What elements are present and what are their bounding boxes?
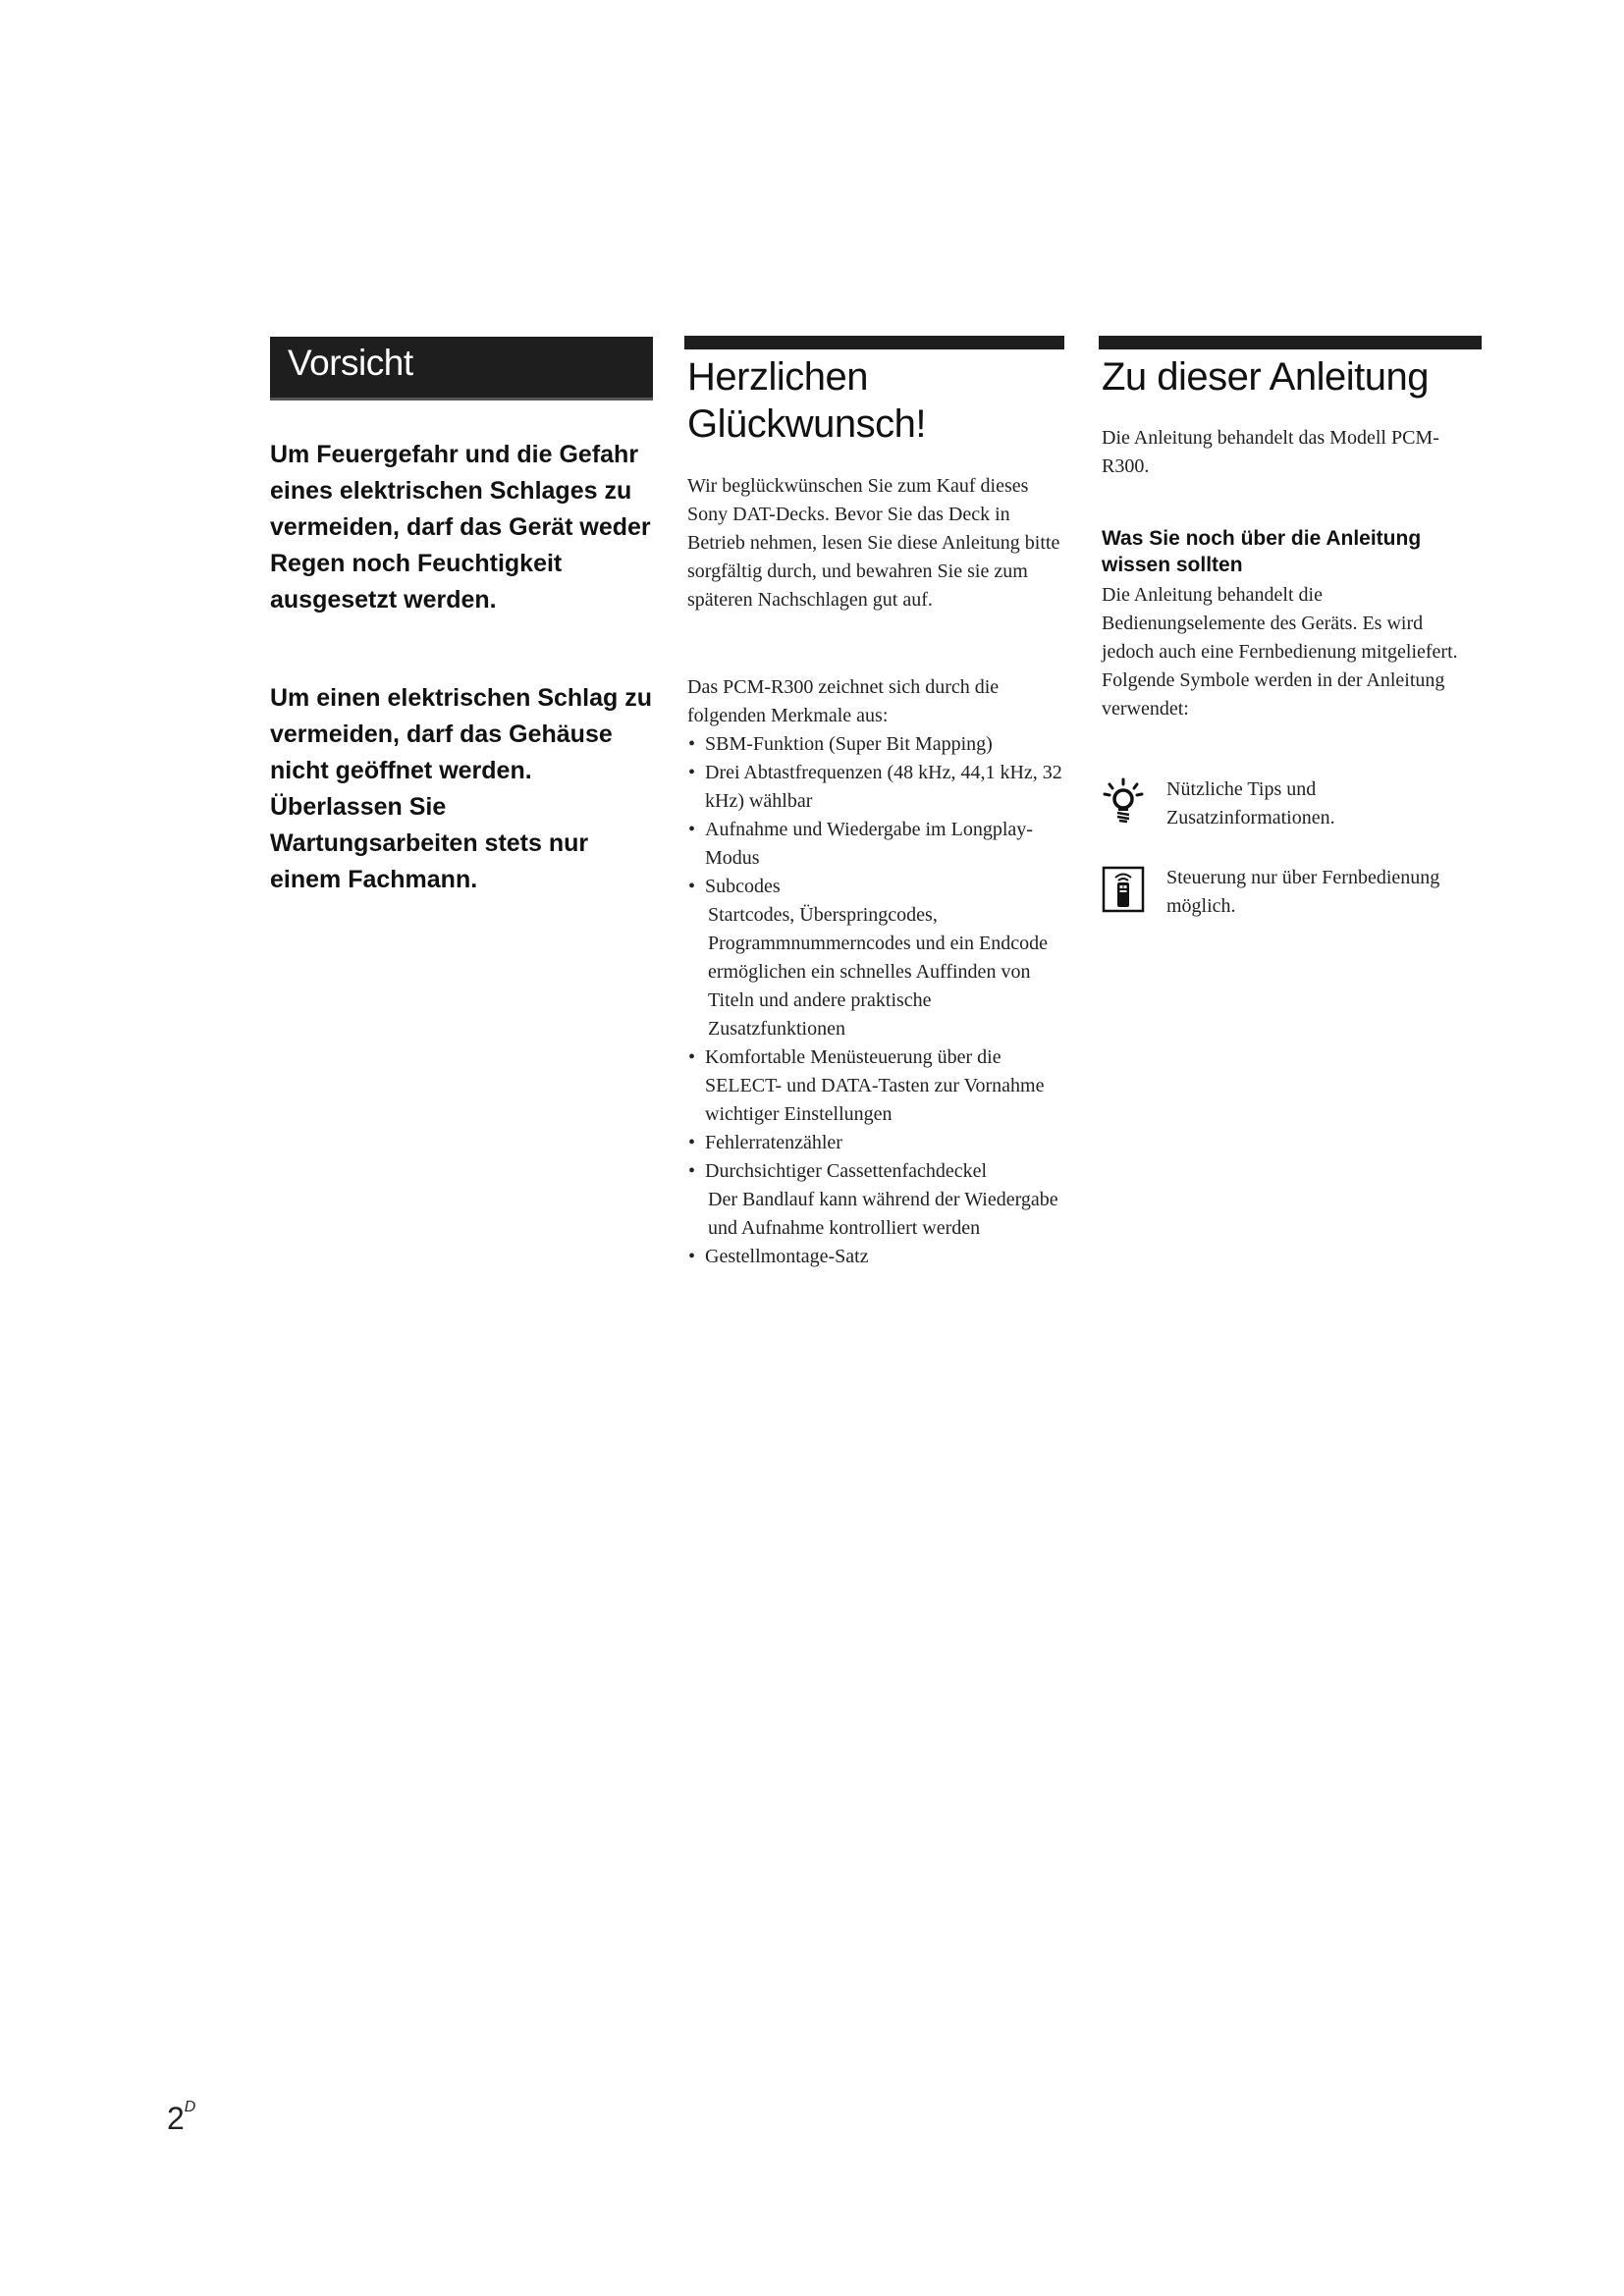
- page-number: [167, 2101, 195, 2137]
- bullet: •: [688, 876, 696, 897]
- feature-text: Durchsichtiger Cassettenfachdeckel: [705, 1160, 988, 1182]
- feature-text: SBM-Funktion (Super Bit Mapping): [705, 733, 993, 755]
- feature-text: Drei Abtastfrequenzen (48 kHz, 44,1 kHz, 32 kHz) wählbar: [705, 762, 1062, 812]
- list-item: [687, 1129, 1065, 1157]
- bullet: •: [688, 1246, 696, 1267]
- bullet: •: [688, 762, 696, 783]
- bullet: •: [688, 819, 696, 840]
- remote-symbol-label: Steuerung nur über Fernbedienung möglich.: [1166, 867, 1440, 917]
- bullet: •: [688, 1046, 696, 1068]
- page-number-suffix: D: [184, 2099, 196, 2116]
- list-item: [687, 759, 1065, 816]
- section-rule: [1099, 336, 1482, 349]
- list-item: [687, 1157, 1065, 1243]
- feature-list: [687, 730, 1065, 1271]
- list-item: [687, 873, 1065, 1043]
- congratulations-heading: Herzlichen Glückwunsch!: [687, 355, 926, 446]
- feature-subtext: Startcodes, Überspringcodes, Programmnummerncodes und ein Endcode ermöglichen ein schnelles Auffinden von Titeln und andere praktische Zusatzfunktionen: [708, 904, 1049, 1040]
- model-paragraph: Die Anleitung behandelt das Modell PCM-R300.: [1102, 427, 1439, 477]
- lightbulb-icon: [1102, 777, 1145, 825]
- shock-warning-text: Um einen elektrischen Schlag zu vermeiden, darf das Gehäuse nicht geöffnet werden. Überlassen Sie Wartungsarbeiten stets nur einem Fachmann.: [270, 684, 653, 893]
- bullet: •: [688, 1132, 696, 1153]
- list-item: [687, 816, 1065, 873]
- vorsicht-title-bar: [270, 337, 653, 400]
- intro-paragraph: Wir beglückwünschen Sie zum Kauf dieses Sony DAT-Decks. Bevor Sie das Deck in Betrieb nehmen, lesen Sie diese Anleitung bitte sorgfältig durch, und bewahren Sie sie zum späteren Nachschlagen gut auf.: [687, 475, 1060, 611]
- page-number-value: 2: [167, 2101, 185, 2136]
- guide-heading: Zu dieser Anleitung: [1102, 355, 1429, 399]
- fire-warning-text: Um Feuergefahr und die Gefahr eines elektrischen Schlages zu vermeiden, darf das Gerät weder Regen noch Feuchtigkeit ausgesetzt werden.: [270, 441, 651, 614]
- features-intro-paragraph: Das PCM-R300 zeichnet sich durch die folgenden Merkmale aus:: [687, 676, 1000, 726]
- bullet: •: [688, 733, 696, 755]
- feature-subtext: Der Bandlauf kann während der Wiedergabe und Aufnahme kontrolliert werden: [708, 1189, 1058, 1239]
- guide-subheading: Was Sie noch über die Anleitung wissen sollten: [1102, 527, 1422, 576]
- feature-text: Fehlerratenzähler: [705, 1132, 842, 1153]
- feature-text: Subcodes: [705, 876, 781, 897]
- tips-symbol-label: Nützliche Tips und Zusatzinformationen.: [1166, 778, 1335, 828]
- list-item: [687, 730, 1065, 759]
- vorsicht-title: Vorsicht: [288, 343, 413, 383]
- list-item: [687, 1043, 1065, 1129]
- section-rule: [684, 336, 1064, 349]
- guide-paragraph: Die Anleitung behandelt die Bedienungselemente des Geräts. Es wird jedoch auch eine Fernbedienung mitgeliefert. Folgende Symbole werden in der Anleitung verwendet:: [1102, 584, 1458, 720]
- feature-text: Komfortable Menüsteuerung über die SELECT- und DATA-Tasten zur Vornahme wichtiger Einstellungen: [705, 1046, 1045, 1125]
- bullet: •: [688, 1160, 696, 1182]
- feature-text: Aufnahme und Wiedergabe im Longplay-Modus: [705, 819, 1033, 869]
- list-item: [687, 1243, 1065, 1271]
- feature-text: Gestellmontage-Satz: [705, 1246, 869, 1267]
- remote-control-icon: [1102, 866, 1145, 913]
